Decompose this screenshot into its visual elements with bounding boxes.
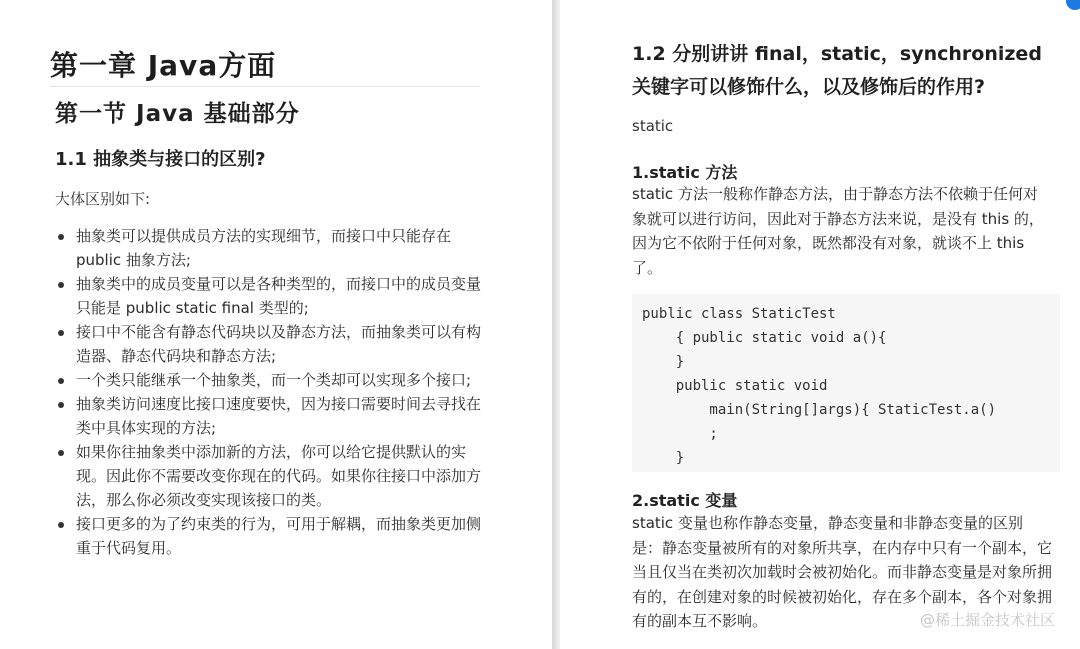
section-title: 第一节 Java 基础部分 [55,101,300,127]
right-page [560,0,1080,649]
difference-list [55,224,485,560]
static-method-text: static 方法一般称作静态方法，由于静态方法不依赖于任何对象就可以进行访问，因此对于静态方法来说，是没有 this 的，因为它不依附于任何对象，既然都没有对象，就谈不上 this 了。 [632,185,1044,277]
code-line: public static void [642,378,828,394]
list-item: 接口更多的为了约束类的行为，可用于解耦，而抽象类更加侧重于代码复用。 [55,512,485,560]
static-variable-text: static 变量也称作静态变量，静态变量和非静态变量的区别是：静态变量被所有的对象所共享，在内存中只有一个副本，它当且仅当在类初次加载时会被初始化。而非静态变量是对象所拥有的，在创建对象的时候被初始化，存在多个副本，各个对象拥有的副本互不影响。 [632,514,1053,630]
list-item: 如果你往抽象类中添加新的方法，你可以给它提供默认的实现。因此你不需要改变你现在的代码。如果你往接口中添加方法，那么你必须改变实现该接口的类。 [55,440,485,512]
list-item: 接口中不能含有静态代码块以及静态方法，而抽象类可以有构造器、静态代码块和静态方法; [55,320,485,368]
code-line: main(String[]args){ StaticTest.a() [642,402,997,418]
code-line: public class StaticTest [642,306,836,322]
list-item: 抽象类访问速度比接口速度要快，因为接口需要时间去寻找在类中具体实现的方法; [55,392,485,440]
code-line: } [642,450,685,466]
watermark: @稀土掘金技术社区 [920,611,1056,629]
chapter-title: 第一章 Java方面 [50,44,480,87]
code-block [632,294,1060,472]
code-line: } [642,354,685,370]
code-line: ; [642,426,718,442]
keyword-label: static [632,117,674,135]
static-method-heading: 1.static 方法 [632,163,738,182]
intro-text: 大体区别如下: [55,190,151,208]
static-variable-heading: 2.static 变量 [632,491,738,510]
question-heading: 1.1 抽象类与接口的区别? [55,149,266,170]
question-heading: 1.2 分别讲讲 final，static，synchronized 关键字可以修饰什么，以及修饰后的作用? [632,43,1042,98]
list-item: 抽象类可以提供成员方法的实现细节，而接口中只能存在 public 抽象方法; [55,224,485,272]
list-item: 抽象类中的成员变量可以是各种类型的，而接口中的成员变量只能是 public static final 类型的; [55,272,485,320]
code-line: { public static void a(){ [642,330,887,346]
page-gutter [552,0,560,649]
list-item: 一个类只能继承一个抽象类，而一个类却可以实现多个接口; [55,368,485,392]
